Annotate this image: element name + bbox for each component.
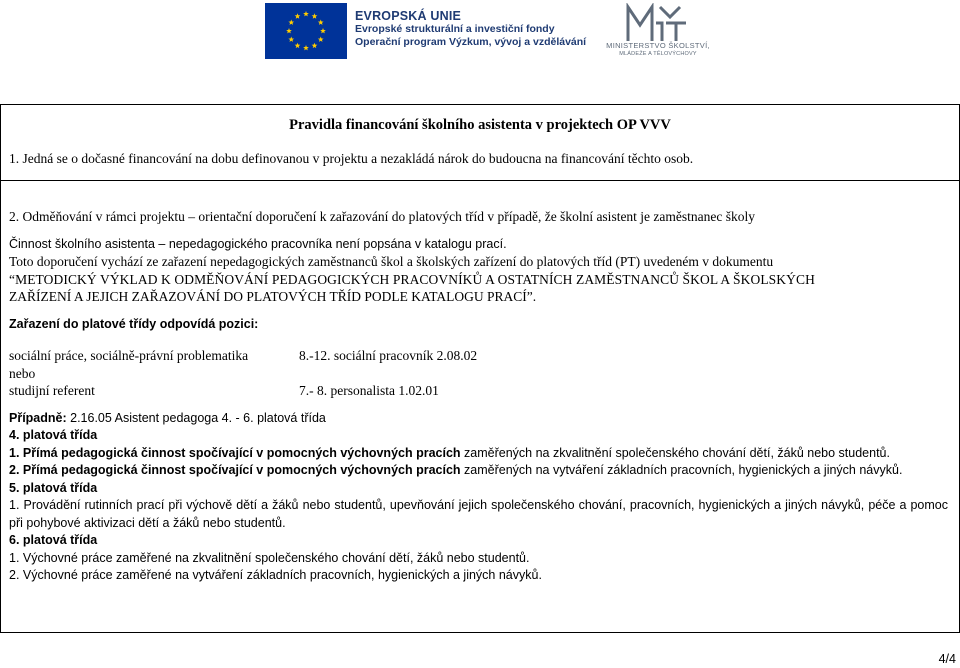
class-6-heading: 6. platová třída — [9, 533, 98, 547]
msmt-logo-line1: MINISTERSTVO ŠKOLSTVÍ, — [606, 41, 710, 50]
class-5-heading: 5. platová třída — [9, 480, 98, 495]
msmt-logo-text — [598, 42, 718, 58]
optional-line — [9, 410, 948, 428]
activity-note: Činnost školního asistenta – nepedagogického pracovníka není popsána v katalogu prací. — [9, 236, 507, 251]
position-row-1 — [9, 347, 948, 365]
recommendation-line-1: Toto doporučení vychází ze zařazení nepedagogických zaměstnanců škol a školských zařízení do platových tříd (PT) uvedeném v dokumentu — [9, 254, 774, 269]
class-4-heading: 4. platová třída — [9, 428, 98, 442]
recommendation-line-3: ZAŘÍZENÍ A JEJICH ZAŘAZOVÁNÍ DO PLATOVÝCH TŘÍD PODLE KATALOGU PRACÍ”. — [9, 289, 537, 304]
position-2-class: 7.- 8. personalista 1.02.01 — [299, 383, 439, 398]
position-2-area: studijní referent — [9, 383, 95, 398]
eu-logo — [265, 3, 591, 59]
class-4-item-1 — [9, 445, 948, 463]
recommendation-line-2: “METODICKÝ VÝKLAD K ODMĚŇOVÁNÍ PEDAGOGICKÝCH PRACOVNÍKŮ A OSTATNÍCH ZAMĚSTNANCŮ ŠKOL A ŠKOLSKÝCH — [9, 271, 815, 287]
msmt-logo — [598, 3, 778, 59]
position-row-2 — [9, 382, 948, 400]
class-4-item-2-rest: zaměřených na vytváření základních pracovních, hygienických a jiných návyků. — [460, 463, 903, 477]
class-5-item-1: 1. Provádění rutinních prací při výchově dětí a žáků nebo studentů, upevňování jejich společenského chování, pracovních, hygienických a jiných návyků, péče a pomoc při pohybové aktivizaci dětí a žáků nebo studentů. — [9, 498, 948, 530]
class-4-item-1-rest: zaměřených na zkvalitnění společenského chování dětí, žáků nebo studentů. — [460, 445, 890, 460]
table-row-body — [9, 208, 948, 585]
classification-heading: Zařazení do platové třídy odpovídá pozici: — [9, 316, 259, 331]
optional-label: Případně: — [9, 410, 67, 425]
class-6-item-2: 2. Výchovné práce zaměřené na vytváření základních pracovních, hygienických a jiných návyků. — [9, 568, 542, 582]
position-1-class: 8.-12. sociální pracovník 2.08.02 — [299, 348, 478, 363]
optional-text: 2.16.05 Asistent pedagoga 4. - 6. platová třída — [66, 410, 326, 425]
eu-logo-line2: Evropské strukturální a investiční fondy — [355, 23, 555, 35]
document-title: Pravidla financování školního asistenta v projektech OP VVV — [289, 117, 671, 133]
class-4-item-1-bold: 1. Přímá pedagogická činnost spočívající v pomocných výchovných pracích — [9, 445, 461, 460]
page-number: 4/4 — [938, 652, 956, 666]
position-1-area: sociální práce, sociálně-právní problematika — [9, 348, 249, 363]
or-text: nebo — [9, 365, 36, 381]
eu-flag-icon — [265, 3, 347, 59]
point-1-text: 1. Jedná se o dočasné financování na dobu definovanou v projektu a nezakládá nárok do budoucna na financování těchto osob. — [9, 151, 694, 166]
class-4-item-2 — [9, 462, 948, 480]
document-table — [0, 104, 960, 633]
msmt-emblem-icon — [626, 3, 690, 43]
point-2-text: 2. Odměňování v rámci projektu – orientační doporučení k zařazování do platových tříd v případě, že školní asistent je zaměstnanec školy — [9, 209, 756, 224]
msmt-logo-line2: MLÁDEŽE A TĚLOVÝCHOVY — [619, 51, 697, 57]
table-row-title — [1, 105, 959, 181]
eu-logo-text — [355, 9, 586, 49]
eu-logo-line3: Operační program Výzkum, vývoj a vzdělávání — [355, 36, 587, 48]
class-6-item-1: 1. Výchovné práce zaměřené na zkvalitnění společenského chování dětí, žáků nebo studentů. — [9, 550, 530, 565]
eu-logo-title: EVROPSKÁ UNIE — [355, 9, 462, 23]
class-4-item-2-bold: 2. Přímá pedagogická činnost spočívající v pomocných výchovných pracích — [9, 463, 461, 477]
